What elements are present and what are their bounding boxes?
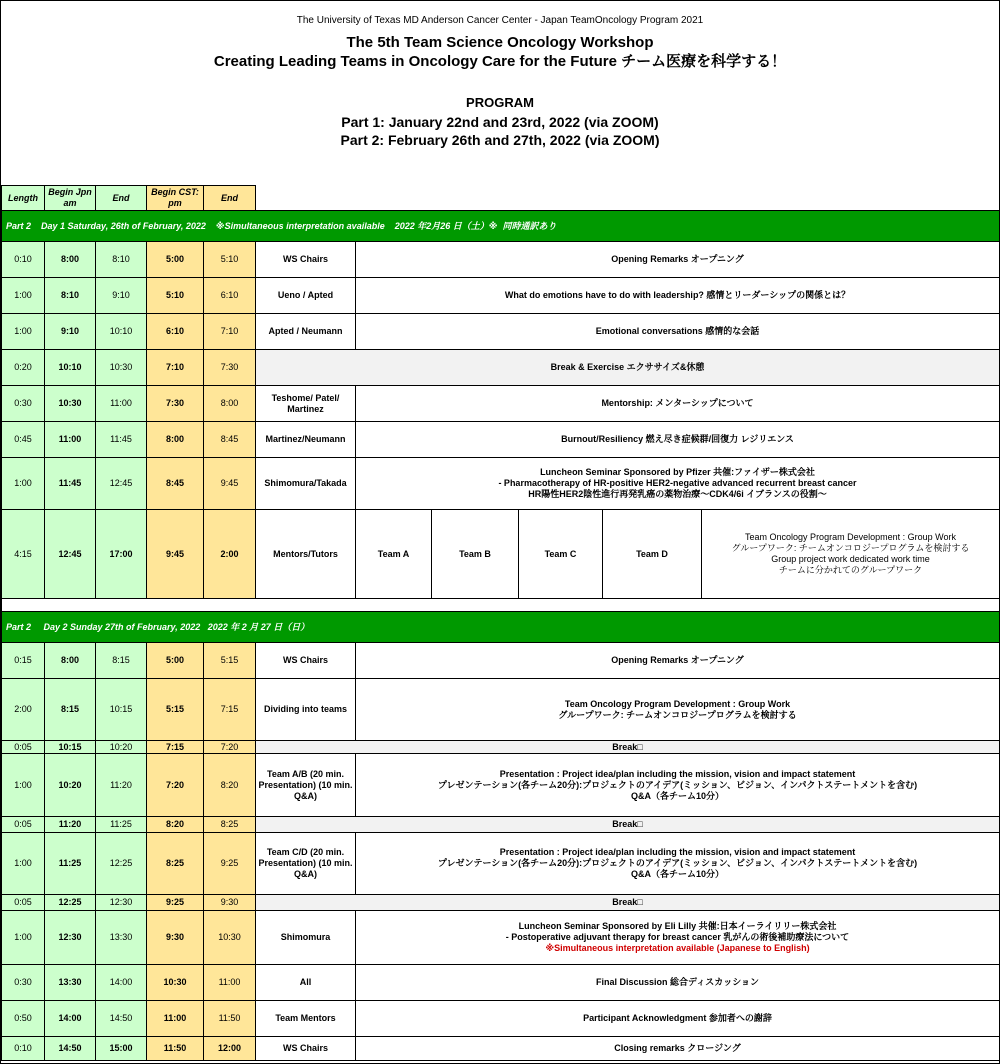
end-jpn-cell: 9:10 [96,278,147,314]
speaker-cell: Shimomura [256,911,356,965]
begin-jpn-cell: 10:20 [45,754,96,817]
begin-cst-cell: 8:00 [147,422,204,458]
session-description [356,833,1000,895]
end-jpn-cell: 10:20 [96,741,147,754]
workshop-title [1,33,999,71]
begin-cst-cell: 10:30 [147,965,204,1001]
end-jpn-cell: 11:00 [96,386,147,422]
session-description [356,643,1000,679]
speaker-cell: Ueno / Apted [256,278,356,314]
length-cell: 1:00 [2,833,45,895]
length-cell: 0:30 [2,965,45,1001]
end-jpn-cell: 15:00 [96,1037,147,1061]
description-line: プレゼンテーション(各チーム20分):プロジェクトのアイデア(ミッション、ビジョン、インパクトステートメントを含む) [437,779,918,790]
length-cell: 0:05 [2,895,45,911]
description-line: Luncheon Seminar Sponsored by Eli Lilly 共催:日本イーライリリー株式会社 [518,921,837,931]
end-jpn-cell: 13:30 [96,911,147,965]
end-cst-cell: 9:25 [204,833,256,895]
begin-cst-cell: 8:20 [147,817,204,833]
end-jpn-cell: 14:50 [96,1001,147,1037]
length-cell: 4:15 [2,510,45,599]
length-cell: 0:45 [2,422,45,458]
description-line: チームに分かれてのグループワーク [778,565,923,575]
end-cst-cell: 7:15 [204,679,256,741]
session-row [2,911,1000,965]
session-row [2,422,1000,458]
end-jpn-cell: 12:45 [96,458,147,510]
session-description: Break & Exercise エクササイズ&休憩 [256,350,1000,386]
end-jpn-cell: 12:25 [96,833,147,895]
begin-cst-cell: 7:15 [147,741,204,754]
begin-cst-cell: 11:50 [147,1037,204,1061]
workshop-title-line-1: The 5th Team Science Oncology Workshop [346,34,654,51]
description-line: Team Oncology Program Development : Group Work [745,532,956,542]
description-line: What do emotions have to do with leadership? 感情とリーダーシップの関係とは？ [504,290,851,300]
interpretation-note: ※Simultaneous interpretation available (Japanese to English) [545,943,810,953]
begin-jpn-cell: 12:45 [45,510,96,599]
length-cell: 0:30 [2,386,45,422]
session-description [356,1001,1000,1037]
end-cst-cell: 6:10 [204,278,256,314]
group-work-row [2,510,1000,599]
part1-dates: Part 1: January 22nd and 23rd, 2022 (via ZOOM) [341,114,659,130]
begin-cst-cell: 7:30 [147,386,204,422]
session-description [356,679,1000,741]
begin-jpn-cell: 8:00 [45,643,96,679]
speaker-cell: Shimomura/Takada [256,458,356,510]
speaker-cell: Teshome/ Patel/ Martinez [256,386,356,422]
speaker-cell: WS Chairs [256,643,356,679]
session-description [356,911,1000,965]
begin-cst-cell: 9:25 [147,895,204,911]
end-jpn-cell: 10:15 [96,679,147,741]
description-line: Opening Remarks オープニング [611,254,744,264]
begin-cst-cell: 8:45 [147,458,204,510]
session-row [2,679,1000,741]
speaker-cell: Apted / Neumann [256,314,356,350]
length-cell: 1:00 [2,314,45,350]
team-cell: Team A [356,510,432,599]
session-row [2,242,1000,278]
end-cst-cell: 11:00 [204,965,256,1001]
description-line: グループワーク: チームオンコロジープログラムを検討する [558,709,797,720]
description-line: - Postoperative adjuvant therapy for breast cancer 乳がんの術後補助療法について [505,932,850,942]
description-line: HR陽性HER2陰性進行再発乳癌の薬物治療～CDK4/6i イブランスの役割～ [528,489,827,499]
length-cell: 1:00 [2,911,45,965]
end-jpn-cell: 17:00 [96,510,147,599]
end-jpn-cell: 10:10 [96,314,147,350]
end-jpn-cell: 11:25 [96,817,147,833]
end-cst-cell: 8:20 [204,754,256,817]
session-description [356,965,1000,1001]
begin-cst-cell: 8:25 [147,833,204,895]
session-row [2,643,1000,679]
spacer-row [2,599,1000,612]
begin-cst-cell: 5:15 [147,679,204,741]
session-row [2,350,1000,386]
session-description [356,1037,1000,1061]
description-line: - Pharmacotherapy of HR-positive HER2-negative advanced recurrent breast cancer [498,478,857,488]
begin-cst-cell: 7:10 [147,350,204,386]
speaker-cell: WS Chairs [256,242,356,278]
begin-jpn-cell: 13:30 [45,965,96,1001]
col-begin-cst: Begin CST: pm [147,186,204,211]
description-line: Mentorship: メンターシップについて [601,398,754,408]
description-line: プレゼンテーション(各チーム20分):プロジェクトのアイデア(ミッション、ビジョン、インパクトステートメントを含む) [437,858,918,868]
break-row [2,741,1000,754]
schedule-body [2,186,1000,1061]
end-cst-cell: 7:20 [204,741,256,754]
description-line: Final Discussion 総合ディスカッション [595,977,760,987]
length-cell: 0:50 [2,1001,45,1037]
speaker-cell: Team C/D (20 min. Presentation) (10 min. Q&A) [256,833,356,895]
end-jpn-cell: 10:30 [96,350,147,386]
end-cst-cell: 2:00 [204,510,256,599]
program-label: PROGRAM [466,95,534,110]
session-row [2,458,1000,510]
col-end-cst: End [204,186,256,211]
break-row [2,895,1000,911]
session-row [2,1037,1000,1061]
end-jpn-cell: 11:20 [96,754,147,817]
day-header-row [2,211,1000,242]
begin-jpn-cell: 10:30 [45,386,96,422]
day-header: Part 2 Day 2 Sunday 27th of February, 2022 2022 年 2 月 27 日（日） [2,612,1000,643]
end-cst-cell: 12:00 [204,1037,256,1061]
description-line: Q&A（各チーム10分） [630,869,724,879]
begin-jpn-cell: 12:30 [45,911,96,965]
end-cst-cell: 7:10 [204,314,256,350]
length-cell: 0:15 [2,643,45,679]
description-line: Burnout/Resiliency 燃え尽き症候群/回復力 レジリエンス [561,434,794,444]
speaker-cell: Team Mentors [256,1001,356,1037]
spacer-cell [2,599,1000,612]
session-description [356,314,1000,350]
session-row [2,278,1000,314]
begin-jpn-cell: 11:00 [45,422,96,458]
session-description [356,278,1000,314]
description-line: Luncheon Seminar Sponsored by Pfizer 共催:ファイザー株式会社 [540,467,815,477]
col-length: Length [2,186,45,211]
description-line: Emotional conversations 感情的な会話 [595,326,760,336]
schedule-table [1,185,1000,1061]
session-row [2,833,1000,895]
begin-cst-cell: 5:00 [147,643,204,679]
col-end-jpn: End [96,186,147,211]
end-cst-cell: 9:30 [204,895,256,911]
description-line: Presentation : Project idea/plan including the mission, vision and impact statement [499,847,856,857]
begin-jpn-cell: 10:15 [45,741,96,754]
length-cell: 1:00 [2,458,45,510]
end-cst-cell: 9:45 [204,458,256,510]
length-cell: 2:00 [2,679,45,741]
end-jpn-cell: 12:30 [96,895,147,911]
speaker-cell: Mentors/Tutors [256,510,356,599]
team-cell: Team C [519,510,603,599]
session-description [356,754,1000,817]
break-description: Break□ [256,895,1000,911]
col-begin-jpn: Begin Jpn am [45,186,96,211]
end-cst-cell: 11:50 [204,1001,256,1037]
begin-jpn-cell: 14:50 [45,1037,96,1061]
end-cst-cell: 8:45 [204,422,256,458]
program-heading [1,95,999,149]
begin-cst-cell: 9:45 [147,510,204,599]
length-cell: 1:00 [2,278,45,314]
session-description [356,422,1000,458]
end-cst-cell: 8:25 [204,817,256,833]
length-cell: 0:10 [2,242,45,278]
length-cell: 0:05 [2,741,45,754]
day-header-row [2,612,1000,643]
speaker-cell: WS Chairs [256,1037,356,1061]
session-row [2,386,1000,422]
team-cell: Team D [603,510,702,599]
end-jpn-cell: 8:15 [96,643,147,679]
break-row [2,817,1000,833]
begin-jpn-cell: 8:10 [45,278,96,314]
session-row [2,754,1000,817]
session-row [2,314,1000,350]
session-row [2,1001,1000,1037]
begin-jpn-cell: 11:25 [45,833,96,895]
end-jpn-cell: 14:00 [96,965,147,1001]
end-cst-cell: 7:30 [204,350,256,386]
begin-cst-cell: 6:10 [147,314,204,350]
column-header-row [2,186,1000,211]
begin-cst-cell: 11:00 [147,1001,204,1037]
session-description [356,458,1000,510]
begin-cst-cell: 7:20 [147,754,204,817]
description-line: Group project work dedicated work time [771,554,930,564]
part2-dates: Part 2: February 26th and 27th, 2022 (via ZOOM) [340,132,660,148]
day-header: Part 2 Day 1 Saturday, 26th of February, 2022 ※Simultaneous interpretation available 2022 年2月26 日（土）※ 同時通訳あり [2,211,1000,242]
speaker-cell: Dividing into teams [256,679,356,741]
description-line: Q&A（各チーム10分） [630,790,724,801]
begin-jpn-cell: 9:10 [45,314,96,350]
description-line: Team Oncology Program Development : Group Work [564,698,791,709]
break-description: Break□ [256,817,1000,833]
description-line: Opening Remarks オープニング [611,655,744,665]
begin-jpn-cell: 8:15 [45,679,96,741]
session-description [356,386,1000,422]
length-cell: 1:00 [2,754,45,817]
end-jpn-cell: 8:10 [96,242,147,278]
description-line: Presentation : Project idea/plan including the mission, vision and impact statement [499,768,856,779]
organization-line: The University of Texas MD Anderson Cancer Center - Japan TeamOncology Program 2021 [296,15,704,26]
speaker-cell: Team A/B (20 min. Presentation) (10 min. Q&A) [256,754,356,817]
end-cst-cell: 8:00 [204,386,256,422]
begin-jpn-cell: 14:00 [45,1001,96,1037]
begin-jpn-cell: 8:00 [45,242,96,278]
end-cst-cell: 5:15 [204,643,256,679]
end-jpn-cell: 11:45 [96,422,147,458]
begin-cst-cell: 9:30 [147,911,204,965]
speaker-cell: Martinez/Neumann [256,422,356,458]
description-line: グループワーク: チームオンコロジープログラムを検討する [731,543,970,553]
begin-jpn-cell: 10:10 [45,350,96,386]
speaker-cell: All [256,965,356,1001]
workshop-title-line-2: Creating Leading Teams in Oncology Care for the Future チーム医療を科学する！ [213,53,787,70]
end-cst-cell: 5:10 [204,242,256,278]
end-cst-cell: 10:30 [204,911,256,965]
length-cell: 0:10 [2,1037,45,1061]
header-blank [256,186,1000,211]
description-line: Participant Acknowledgment 参加者への謝辞 [583,1013,772,1023]
break-description: Break□ [256,741,1000,754]
team-cell: Team B [432,510,519,599]
description-line: Closing remarks クロージング [614,1043,741,1053]
length-cell: 0:20 [2,350,45,386]
begin-cst-cell: 5:10 [147,278,204,314]
session-description [356,242,1000,278]
begin-jpn-cell: 11:20 [45,817,96,833]
length-cell: 0:05 [2,817,45,833]
group-work-description [702,510,1000,599]
begin-jpn-cell: 11:45 [45,458,96,510]
session-row [2,965,1000,1001]
begin-jpn-cell: 12:25 [45,895,96,911]
begin-cst-cell: 5:00 [147,242,204,278]
